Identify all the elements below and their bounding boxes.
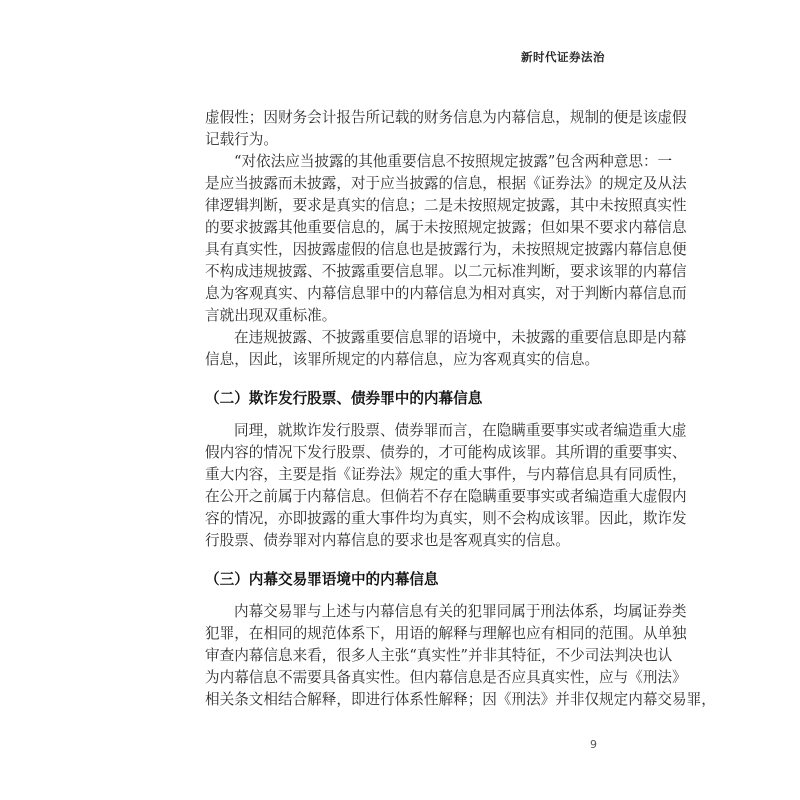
text-line: 律逻辑判断，要求是真实的信息；二是未按照规定披露，其中未按照真实性	[205, 197, 687, 214]
running-header-title: 新时代证券法治	[521, 50, 605, 64]
text-line: 犯罪，在相同的规范体系下，用语的解释与理解也应有相同的范围。从单独	[205, 625, 687, 642]
paragraph	[205, 151, 687, 327]
page-number: 9	[590, 738, 597, 751]
text-line: 不构成违规披露、不披露重要信息罪。以二元标准判断，要求该罪的内幕信	[205, 263, 687, 280]
text-line: 假内容的情况下发行股票、债券的，才可能构成该罪。其所谓的重要事实、	[205, 444, 687, 461]
paragraph	[205, 601, 716, 711]
text-line: 行股票、债券罪对内幕信息的要求也是客观真实的信息。	[205, 532, 570, 549]
text-line: 息为客观真实、内幕信息罪中的内幕信息为相对真实，对于判断内幕信息而	[205, 285, 687, 302]
text-line: “对依法应当披露的其他重要信息不按照规定披露”包含两种意思：一	[234, 153, 673, 170]
text-line: 相关条文相结合解释，即进行体系性解释；因《刑法》并非仅规定内幕交易罪，	[205, 691, 716, 708]
text-line: 的要求披露其他重要信息的，属于未按照规定披露；但如果不要求内幕信息	[205, 219, 687, 236]
text-line: 记载行为。	[205, 131, 278, 148]
text-line: 重大内容，主要是指《证券法》规定的重大事件，与内幕信息具有同质性，	[205, 466, 687, 483]
section-heading: （二）欺诈发行股票、债券罪中的内幕信息	[205, 390, 483, 407]
text-line: 为内幕信息不需要具备真实性。但内幕信息是否应具真实性，应与《刑法》	[205, 669, 687, 686]
text-line: 虚假性；因财务会计报告所记载的财务信息为内幕信息，规制的便是该虚假	[205, 109, 687, 126]
text-line: 在公开之前属于内幕信息。但倘若不存在隐瞒重要事实或者编造重大虚假内	[205, 488, 687, 505]
text-line: 具有真实性，因披露虚假的信息也是披露行为，未按照规定披露内幕信息便	[205, 241, 687, 258]
text-line: 同理，就欺诈发行股票、债券罪而言，在隐瞒重要事实或者编造重大虚	[234, 422, 687, 439]
paragraph	[205, 327, 687, 371]
text-line: 言就出现双重标准。	[205, 307, 337, 324]
text-line: 是应当披露而未披露，对于应当披露的信息，根据《证券法》的规定及从法	[205, 175, 687, 192]
text-line: 在违规披露、不披露重要信息罪的语境中，未披露的重要信息即是内幕	[234, 329, 687, 346]
text-line: 内幕交易罪与上述与内幕信息有关的犯罪同属于刑法体系，均属证券类	[234, 603, 687, 620]
section-heading: （三）内幕交易罪语境中的内幕信息	[205, 571, 439, 588]
text-line: 容的情况，亦即披露的重大事件均为真实，则不会构成该罪。因此，欺诈发	[205, 510, 687, 527]
paragraph	[205, 107, 687, 151]
page-body	[205, 107, 716, 711]
text-line: 信息，因此，该罪所规定的内幕信息，应为客观真实的信息。	[205, 351, 600, 368]
paragraph	[205, 420, 687, 552]
text-line: 审查内幕信息来看，很多人主张“真实性”并非其特征，不少司法判决也认	[205, 647, 673, 664]
